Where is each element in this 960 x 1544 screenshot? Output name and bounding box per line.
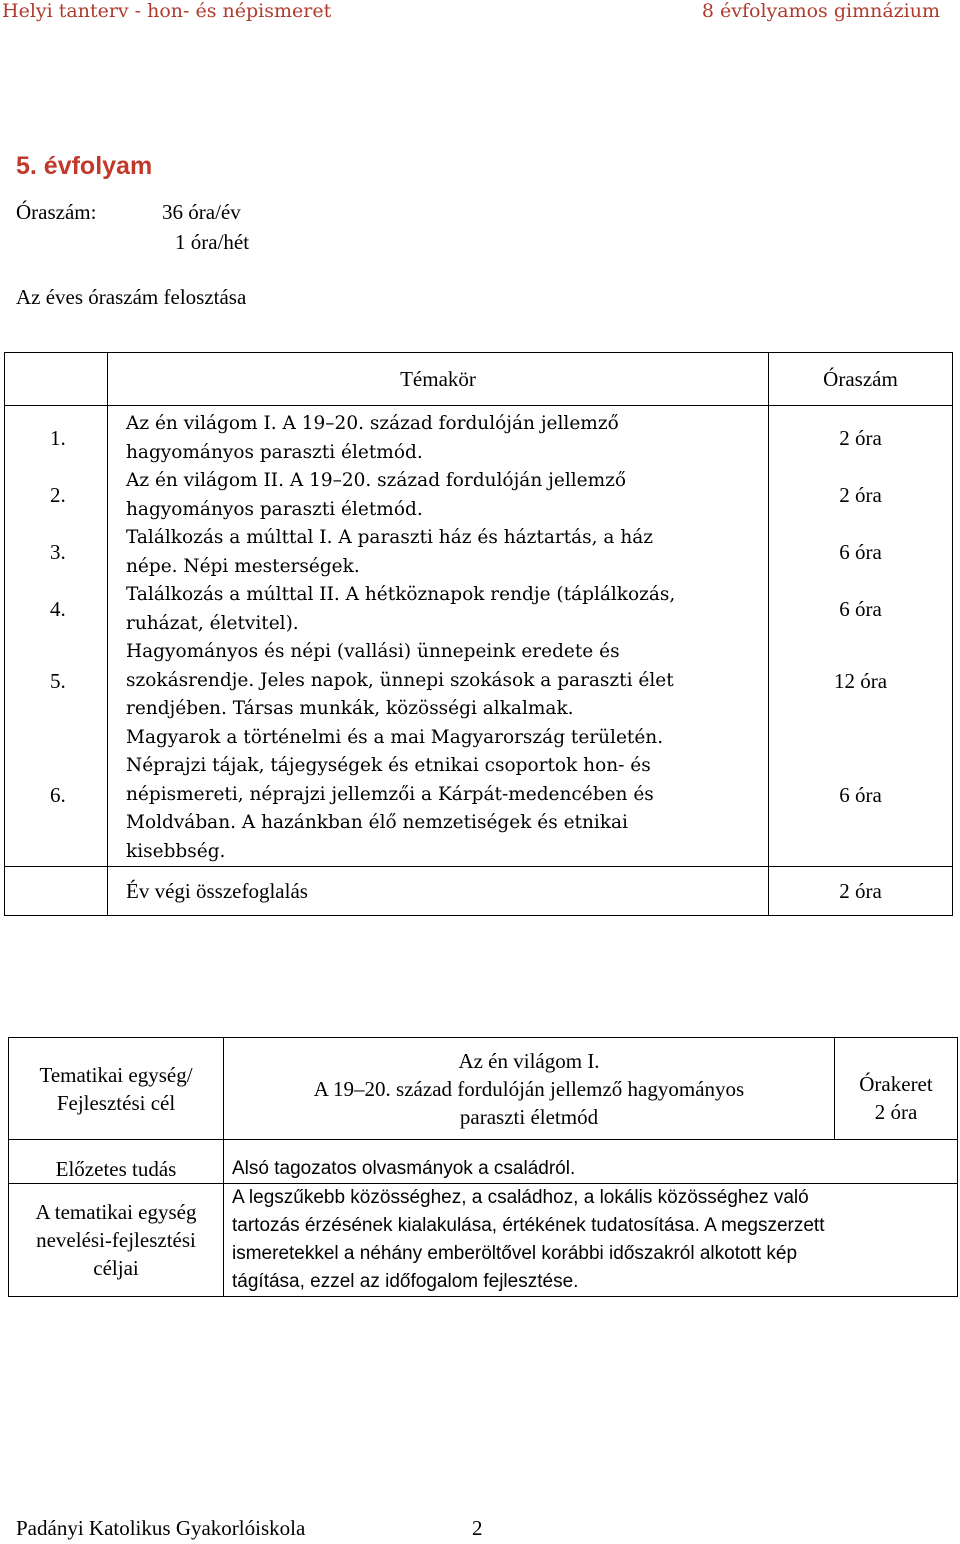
row-topics — [108, 406, 769, 867]
topic-line: Néprajzi tájak, tájegységek és etnikai csoportok hon- és — [126, 755, 651, 776]
summary-row — [5, 867, 953, 916]
summary-label: Év végi összefoglalás — [108, 867, 769, 916]
header-topic: Témakör — [108, 353, 769, 406]
goals-label-line: nevelési-fejlesztési — [36, 1228, 196, 1252]
goals-label-cell — [9, 1184, 224, 1297]
topic-line: Magyarok a történelmi és a mai Magyarország területén. — [126, 726, 664, 748]
prior-knowledge-label: Előzetes tudás — [9, 1140, 224, 1184]
topic-line: Az én világom I. A 19–20. század fordulóján jellemző — [126, 413, 619, 434]
goals-line: tágítása, ezzel az időfogalom fejlesztése. — [232, 1271, 579, 1292]
unit-label-line: Fejlesztési cél — [56, 1090, 176, 1115]
unit-title-line: paraszti életmód — [459, 1104, 599, 1129]
topic-line: ruházat, életvitel). — [126, 612, 299, 634]
allocation-header-row — [5, 353, 953, 406]
goals-row — [9, 1184, 958, 1297]
row-numbers — [5, 406, 108, 867]
unit-table — [8, 1037, 958, 1297]
row-number: 3. — [50, 540, 66, 564]
time-frame-value: 2 óra — [874, 1100, 918, 1124]
row-number: 1. — [50, 426, 66, 450]
unit-label-line: Tematikai egység/ — [39, 1062, 193, 1087]
header-curriculum-title: Helyi tanterv - hon- és népismeret — [2, 0, 332, 22]
unit-title-line: A 19–20. század fordulóján jellemző hagyományos — [313, 1076, 745, 1101]
summary-hours: 2 óra — [769, 867, 953, 916]
unit-title-row — [9, 1038, 958, 1140]
hours-per-week: 1 óra/hét — [175, 230, 250, 254]
allocation-table — [4, 352, 953, 916]
topic-line: hagyományos paraszti életmód. — [126, 498, 423, 520]
header-hours: Óraszám — [769, 353, 953, 406]
topic-line: népe. Népi mesterségek. — [126, 555, 360, 577]
topic-line: Találkozás a múlttal II. A hétköznapok rendje (táplálkozás, — [126, 584, 676, 605]
grade-title: 5. évfolyam — [16, 152, 153, 180]
hours-per-year: 36 óra/év — [162, 200, 241, 224]
topic-line: kisebbség. — [126, 840, 226, 862]
allocation-title: Az éves óraszám felosztása — [16, 285, 247, 309]
topic-line: Az én világom II. A 19–20. század fordulóján jellemző — [126, 470, 627, 491]
allocation-body-row — [5, 406, 953, 867]
goals-line: ismeretekkel a néhány emberöltővel korábbi időszakról alkotott kép — [232, 1243, 798, 1264]
prior-knowledge-row — [9, 1140, 958, 1184]
summary-number-cell — [5, 867, 108, 916]
prior-knowledge-value: Alsó tagozatos olvasmányok a családról. — [224, 1140, 958, 1184]
row-number: 6. — [50, 783, 66, 807]
header-number-cell — [5, 353, 108, 406]
goals-label-line: céljai — [93, 1256, 139, 1280]
topic-line: Találkozás a múlttal I. A paraszti ház és háztartás, a ház — [126, 527, 654, 548]
page-header — [0, 0, 960, 28]
row-hours-value: 12 óra — [833, 669, 888, 693]
topic-line: Moldvában. A hazánkban élő nemzetiségek és etnikai — [126, 812, 628, 833]
time-frame-cell — [835, 1038, 958, 1140]
topic-line: szokásrendje. Jeles napok, ünnepi szokások a paraszti élet — [126, 669, 674, 691]
goals-text-cell — [224, 1184, 958, 1297]
topic-line: hagyományos paraszti életmód. — [126, 441, 423, 463]
unit-label-cell — [9, 1038, 224, 1140]
row-hours-value: 6 óra — [839, 597, 882, 621]
footer-school: Padányi Katolikus Gyakorlóiskola — [16, 1516, 306, 1540]
row-number: 2. — [50, 483, 66, 507]
row-hours-value: 6 óra — [839, 783, 882, 807]
row-hours-value: 2 óra — [839, 483, 882, 507]
goals-line: A legszűkebb közösséghez, a családhoz, a lokális közösséghez való — [232, 1187, 809, 1208]
row-hours-value: 2 óra — [839, 426, 882, 450]
unit-title-line: Az én világom I. — [458, 1048, 600, 1073]
footer-page-number: 2 — [472, 1516, 483, 1540]
topic-line: népismereti, néprajzi jellemzői a Kárpát-medencében és — [126, 783, 654, 805]
time-frame-label: Órakeret — [859, 1072, 933, 1096]
header-school-type: 8 évfolyamos gimnázium — [701, 0, 940, 22]
row-hours — [769, 406, 953, 867]
row-number: 5. — [50, 669, 66, 693]
goals-line: tartozás érzésének kialakulása, értékének tudatosítása. A megszerzett — [232, 1215, 825, 1236]
row-number: 4. — [50, 597, 66, 621]
hours-label: Óraszám: — [16, 200, 97, 224]
goals-label-line: A tematikai egység — [35, 1200, 197, 1224]
row-hours-value: 6 óra — [839, 540, 882, 564]
topic-line: rendjében. Társas munkák, közösségi alkalmak. — [126, 698, 574, 719]
unit-title-cell — [224, 1038, 835, 1140]
topic-line: Hagyományos és népi (vallási) ünnepeink eredete és — [126, 641, 620, 662]
